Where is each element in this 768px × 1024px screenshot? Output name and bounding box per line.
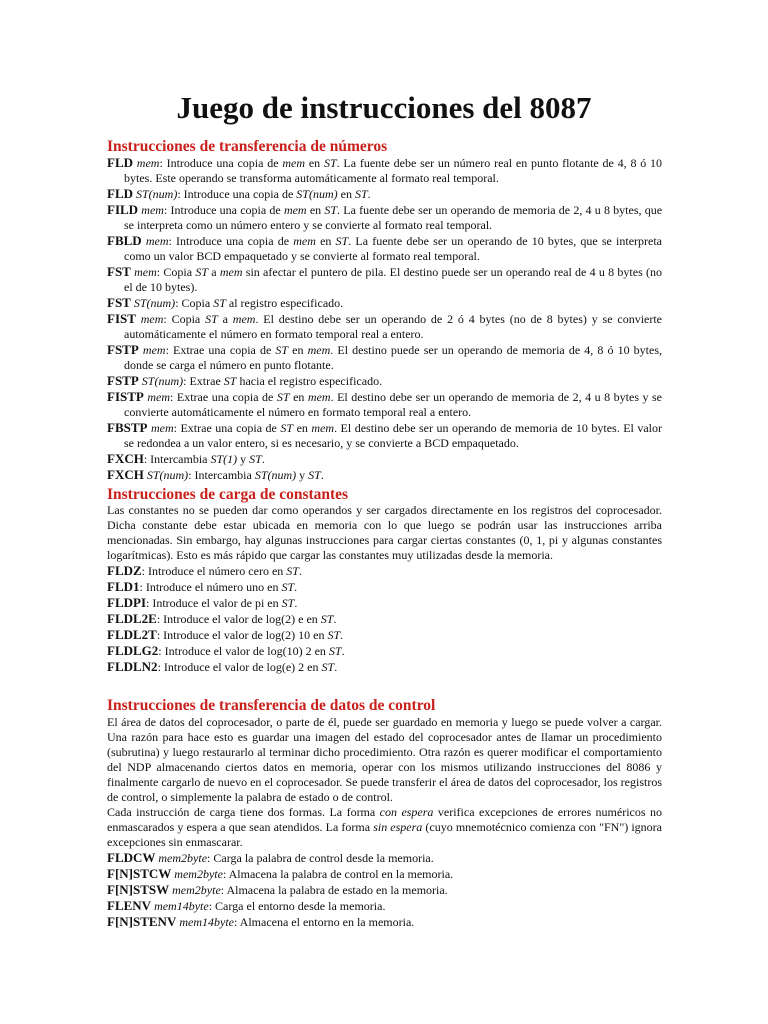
description-italic-term: mem [311, 421, 335, 435]
description-italic-term: ST [323, 156, 337, 170]
instruction-entry [107, 233, 662, 264]
instruction-entry [107, 850, 662, 866]
description-text: : Introduce una copia de [159, 156, 283, 170]
description-italic-term: mem [282, 156, 306, 170]
instruction-operand: mem2byte [158, 851, 208, 865]
description-italic-term: ST [205, 312, 218, 326]
section-transfer-numbers [107, 155, 662, 483]
description-text: : Extrae una copia de [165, 343, 276, 357]
description-text: a [208, 265, 220, 279]
instruction-entry [107, 373, 662, 389]
instruction-entry [107, 264, 662, 295]
section-heading-constants: Instrucciones de carga de constantes [107, 486, 349, 503]
instruction-entry [107, 342, 662, 373]
description-text: al registro especificado. [225, 296, 344, 310]
description-text: : Introduce el valor de log(2) e en [156, 612, 321, 626]
instruction-operand: mem2byte [172, 883, 221, 897]
instruction-mnemonic: FLDZ [107, 563, 142, 578]
instruction-entry [107, 627, 662, 643]
description-text: : Copia [175, 296, 214, 310]
instruction-mnemonic: FLD [107, 186, 133, 201]
body-paragraph: Las constantes no se pueden dar como operandos y ser cargados directamente en los registros del coprocesador. Dicha constante debe estar ubicada en memoria con lo que luego se podrán usar las instrucciones arriba mencionadas. Sin embargo, hay algunas instrucciones para cargar ciertas constantes (0, 1, pi y algunas constantes logarítmicas). Esto es más rápido que cargar las constantes muy utilizadas desde la memoria. [107, 503, 662, 562]
description-italic-term: mem [307, 390, 331, 404]
description-text: en [305, 156, 324, 170]
instruction-operand: ST(num) [141, 374, 184, 388]
description-italic-term: ST [321, 660, 335, 674]
instruction-operand: mem [140, 312, 164, 326]
description-text: : Copia [163, 312, 206, 326]
instruction-mnemonic: FLDPI [107, 595, 146, 610]
instruction-operand: mem14byte [154, 899, 209, 913]
description-italic-term: mem [307, 343, 331, 357]
paragraph-text: Cada instrucción de carga tiene dos formas. La forma [107, 805, 380, 819]
description-text: : Introduce el valor de log(2) 10 en [156, 628, 328, 642]
instruction-operand: ST(num) [133, 296, 176, 310]
instruction-mnemonic: F[N]STCW [107, 866, 172, 881]
description-italic-term: ST [354, 187, 368, 201]
description-text: hacia el registro especificado. [236, 374, 383, 388]
instruction-operand: mem14byte [179, 915, 234, 929]
description-italic-term: ST [281, 596, 295, 610]
section-constants [107, 503, 662, 675]
instruction-mnemonic: FLDL2E [107, 611, 157, 626]
instruction-entry [107, 643, 662, 659]
description-text: en [306, 203, 325, 217]
description-italic-term: ST [275, 343, 289, 357]
description-italic-term: ST [281, 580, 295, 594]
instruction-mnemonic: FISTP [107, 389, 144, 404]
body-paragraph [107, 805, 662, 850]
instruction-entry [107, 882, 662, 898]
instruction-operand: mem [147, 390, 171, 404]
instruction-entry [107, 295, 662, 311]
description-italic-term: mem [219, 265, 243, 279]
instruction-operand: mem [142, 343, 166, 357]
paragraph-italic-term: sin espera [373, 820, 423, 834]
instruction-mnemonic: FLENV [107, 898, 152, 913]
description-text: . [333, 612, 337, 626]
instruction-operand: ST(num) [136, 187, 178, 201]
instruction-entry [107, 579, 662, 595]
description-text: : Extrae una copia de [170, 390, 277, 404]
description-text: : Introduce el valor de pi en [146, 596, 282, 610]
description-text: en [293, 421, 312, 435]
description-italic-term: ST [320, 612, 334, 626]
description-text: . El destino debe ser un operando de 2 ó 4 bytes (no de 8 bytes) y se convierte automáticamente el número en formato temporal real a entero. [124, 312, 663, 341]
description-italic-term: ST [195, 265, 208, 279]
description-italic-term: ST(1) [210, 452, 238, 466]
instruction-entry [107, 914, 662, 930]
description-text: y [237, 452, 250, 466]
description-text: : Intercambia [188, 468, 255, 482]
instruction-entry [107, 866, 662, 882]
description-italic-term: ST [324, 203, 338, 217]
description-text: : Introduce el número cero en [141, 564, 287, 578]
instruction-entry [107, 202, 662, 233]
description-italic-term: ST(num) [254, 468, 297, 482]
instruction-mnemonic: F[N]STSW [107, 882, 170, 897]
instruction-entry [107, 186, 662, 202]
description-italic-term: mem [232, 312, 256, 326]
instruction-entry [107, 155, 662, 186]
instruction-entry [107, 595, 662, 611]
description-italic-term: ST [276, 390, 290, 404]
description-text: y [296, 468, 309, 482]
instruction-mnemonic: FLDLG2 [107, 643, 159, 658]
instruction-mnemonic: FBSTP [107, 420, 148, 435]
description-italic-term: ST [280, 421, 294, 435]
instruction-mnemonic: FLD [107, 155, 133, 170]
description-text: . [367, 187, 371, 201]
description-text: . El destino debe ser un operando de memoria de 10 bytes. El valor se redondea a un valor entero, si es necesario, y se convierte a BCD empaquetado. [124, 421, 663, 450]
body-paragraph [107, 715, 662, 805]
description-text: . [294, 580, 298, 594]
description-text: . [334, 660, 338, 674]
description-text: a [217, 312, 233, 326]
section-control-data [107, 715, 662, 930]
page-title: Juego de instrucciones del 8087 [176, 90, 592, 125]
description-italic-term: ST [335, 234, 349, 248]
instruction-mnemonic: FLDLN2 [107, 659, 158, 674]
description-text: : Copia [156, 265, 196, 279]
description-text: . [298, 564, 302, 578]
instruction-entry [107, 311, 662, 342]
description-text: : Carga la palabra de control desde la memoria. [207, 851, 434, 865]
instruction-entry [107, 389, 662, 420]
instruction-mnemonic: FLDL2T [107, 627, 157, 642]
description-text: : Intercambia [143, 452, 211, 466]
description-text: . [341, 644, 345, 658]
section-heading-transfer-numbers: Instrucciones de transferencia de números [107, 138, 388, 155]
description-italic-term: ST [328, 644, 342, 658]
instruction-operand: mem [141, 203, 164, 217]
instruction-entry [107, 451, 662, 467]
instruction-operand: mem [136, 156, 160, 170]
instruction-mnemonic: FST [107, 295, 131, 310]
description-italic-term: ST [308, 468, 321, 482]
instruction-operand: mem [145, 234, 169, 248]
instruction-mnemonic: FBLD [107, 233, 142, 248]
instruction-entry [107, 659, 662, 675]
description-italic-term: mem [293, 234, 316, 248]
description-text: . La fuente debe ser un número real en punto flotante de 4, 8 ó 10 bytes. Este operando se transforma automáticamente al formato real temporal. [124, 156, 663, 185]
section-heading-control-data: Instrucciones de transferencia de datos de control [107, 697, 436, 714]
description-text: : Introduce una copia de [163, 203, 284, 217]
instruction-entry [107, 611, 662, 627]
description-text: . El destino puede ser un operando de memoria de 4, 8 ó 10 bytes, donde se carga el número en punto flotante. [124, 343, 663, 372]
description-italic-term: ST [223, 374, 237, 388]
description-italic-term: ST [286, 564, 299, 578]
description-text: . [320, 468, 324, 482]
instruction-mnemonic: FST [107, 264, 131, 279]
description-text: : Introduce una copia de [177, 187, 297, 201]
instruction-mnemonic: FLDCW [107, 850, 156, 865]
description-text: en [288, 343, 308, 357]
instruction-mnemonic: FILD [107, 202, 139, 217]
instruction-mnemonic: FXCH [107, 451, 144, 466]
instruction-entry [107, 467, 662, 483]
description-text: en [337, 187, 355, 201]
instruction-entry [107, 898, 662, 914]
description-text: . La fuente debe ser un operando de 10 bytes, que se interpreta como un valor BCD empaquetado y se convierte al formato real temporal. [124, 234, 662, 263]
instruction-mnemonic: FIST [107, 311, 136, 326]
instruction-operand: mem [150, 421, 174, 435]
instruction-entry [107, 563, 662, 579]
description-text: . La fuente debe ser un operando de memoria de 2, 4 u 8 bytes, que se interpreta como un número entero y se convierte al formato real temporal. [124, 203, 663, 232]
description-text: : Almacena la palabra de estado en la memoria. [220, 883, 448, 897]
description-text: sin afectar el puntero de pila. El destino puede ser un operando real de 4 u 8 bytes (no el de 10 bytes). [124, 265, 663, 294]
instruction-mnemonic: FLD1 [107, 579, 140, 594]
instruction-operand: mem [134, 265, 157, 279]
description-text: : Extrae [183, 374, 224, 388]
description-text: : Introduce una copia de [168, 234, 294, 248]
description-text: : Introduce el valor de log(e) 2 en [157, 660, 322, 674]
instruction-entry [107, 420, 662, 451]
paragraph-italic-term: con espera [379, 805, 434, 819]
description-italic-term: ST(num) [296, 187, 338, 201]
paragraph-text: El área de datos del coprocesador, o parte de él, puede ser guardado en memoria y luego se puede volver a cargar. Una razón para hace esto es guardar una imagen del estado del coprocesador antes de llamar un procedimiento (subrutina) y luego restaurarlo al terminar dicho procedimiento. Otra razón es querer modificar el comportamiento del NDP almacenando ciertos datos en memoria, operar con los mismos utilizando instrucciones del 8086 y finalmente cargarlo de nuevo en el coprocesador. Se puede transferir el área de datos del coprocesador, los registros de control, o simplemente la palabra de estado o de control. [107, 715, 662, 804]
instruction-mnemonic: FXCH [107, 467, 144, 482]
description-text: . [294, 596, 298, 610]
description-italic-term: ST [213, 296, 226, 310]
paragraph-text: (cuyo mnemotécnico comienza con "FN") ignora excepciones sin enmascarar. [107, 820, 662, 849]
instruction-mnemonic: FSTP [107, 342, 139, 357]
description-text: : Almacena el entorno en la memoria. [234, 915, 415, 929]
instruction-mnemonic: F[N]STENV [107, 914, 177, 929]
description-text: . El destino debe ser un operando de memoria de 2, 4 u 8 bytes y se convierte automáticamente el número en formato temporal real a entero. [124, 390, 663, 419]
description-text: . [340, 628, 344, 642]
description-italic-term: ST [327, 628, 341, 642]
description-text: : Almacena la palabra de control en la memoria. [222, 867, 454, 881]
description-text: en [289, 390, 308, 404]
instruction-mnemonic: FSTP [107, 373, 139, 388]
description-text: : Carga el entorno desde la memoria. [208, 899, 386, 913]
instruction-operand: mem2byte [174, 867, 223, 881]
paragraph-text: verifica excepciones de errores numéricos no enmascarados y espera a que sean atendidos. La forma [107, 805, 662, 834]
description-italic-term: mem [283, 203, 307, 217]
description-text: : Introduce el valor de log(10) 2 en [158, 644, 329, 658]
description-text: . [261, 452, 265, 466]
description-italic-term: ST [249, 452, 262, 466]
instruction-operand: ST(num) [146, 468, 189, 482]
description-text: : Introduce el número uno en [139, 580, 282, 594]
description-text: : Extrae una copia de [173, 421, 281, 435]
description-text: en [315, 234, 336, 248]
